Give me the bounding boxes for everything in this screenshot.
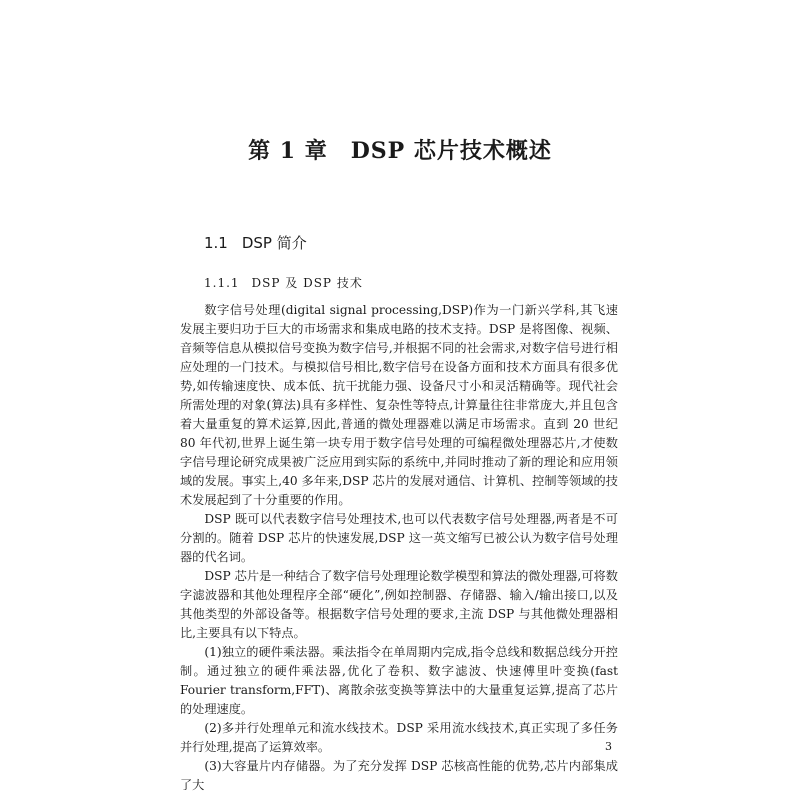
chapter-title: 第 1 章 DSP 芯片技术概述 bbox=[248, 138, 552, 164]
section-title-text: DSP 简介 bbox=[241, 234, 307, 252]
paragraph-feature-2: (2)多并行处理单元和流水线技术。DSP 采用流水线技术,真正实现了多任务并行处理,提高了运算效率。 bbox=[180, 721, 618, 754]
body-text bbox=[180, 301, 618, 795]
section-heading bbox=[204, 232, 307, 253]
subsection-number: 1.1.1 bbox=[204, 276, 240, 290]
subsection-title-text: DSP 及 DSP 技术 bbox=[251, 276, 363, 290]
paragraph-feature-1: (1)独立的硬件乘法器。乘法指令在单周期内完成,指令总线和数据总线分开控制。通过独立的硬件乘法器,优化了卷积、数字滤波、快速傅里叶变换(fast Fourier transform,FFT)、离散余弦变换等算法中的大量重复运算,提高了芯片的处理速度。 bbox=[180, 645, 618, 716]
paragraph-1: 数字信号处理(digital signal processing,DSP)作为一门新兴学科,其飞速发展主要归功于巨大的市场需求和集成电路的技术支持。DSP 是将图像、视频、音频等信息从模拟信号变换为数字信号,并根据不同的社会需求,对数字信号进行相应处理的一门技术。与模拟信号相比,数字信号在设备方面和技术方面具有很多优势,如传输速度快、成本低、抗干扰能力强、设备尺寸小和灵活精确等。现代社会所需处理的对象(算法)具有多样性、复杂性等特点,计算量往往非常庞大,并且包含着大量重复的算术运算,因此,普通的微处理器难以满足市场需求。直到 20 世纪 80 年代初,世界上诞生第一块专用于数字信号处理的可编程微处理器芯片,才使数字信号理论研究成果被广泛应用到实际的系统中,并同时推动了新的理论和应用领域的发展。事实上,40 多年来,DSP 芯片的发展对通信、计算机、控制等领域的技术发展起到了十分重要的作用。 bbox=[180, 303, 618, 507]
paragraph-feature-3: (3)大容量片内存储器。为了充分发挥 DSP 芯核高性能的优势,芯片内部集成了大 bbox=[180, 759, 618, 792]
paragraph-2: DSP 既可以代表数字信号处理技术,也可以代表数字信号处理器,两者是不可分割的。随着 DSP 芯片的快速发展,DSP 这一英文缩写已被公认为数字信号处理器的代名词。 bbox=[180, 512, 618, 564]
subsection-heading bbox=[204, 274, 363, 291]
paragraph-3: DSP 芯片是一种结合了数字信号处理理论数学模型和算法的微处理器,可将数字滤波器和其他处理程序全部“硬化”,例如控制器、存储器、输入/输出接口,以及其他类型的外部设备等。根据数字信号处理的要求,主流 DSP 与其他微处理器相比,主要具有以下特点。 bbox=[180, 569, 618, 640]
section-number: 1.1 bbox=[204, 234, 228, 252]
page-number: 3 bbox=[605, 740, 612, 753]
